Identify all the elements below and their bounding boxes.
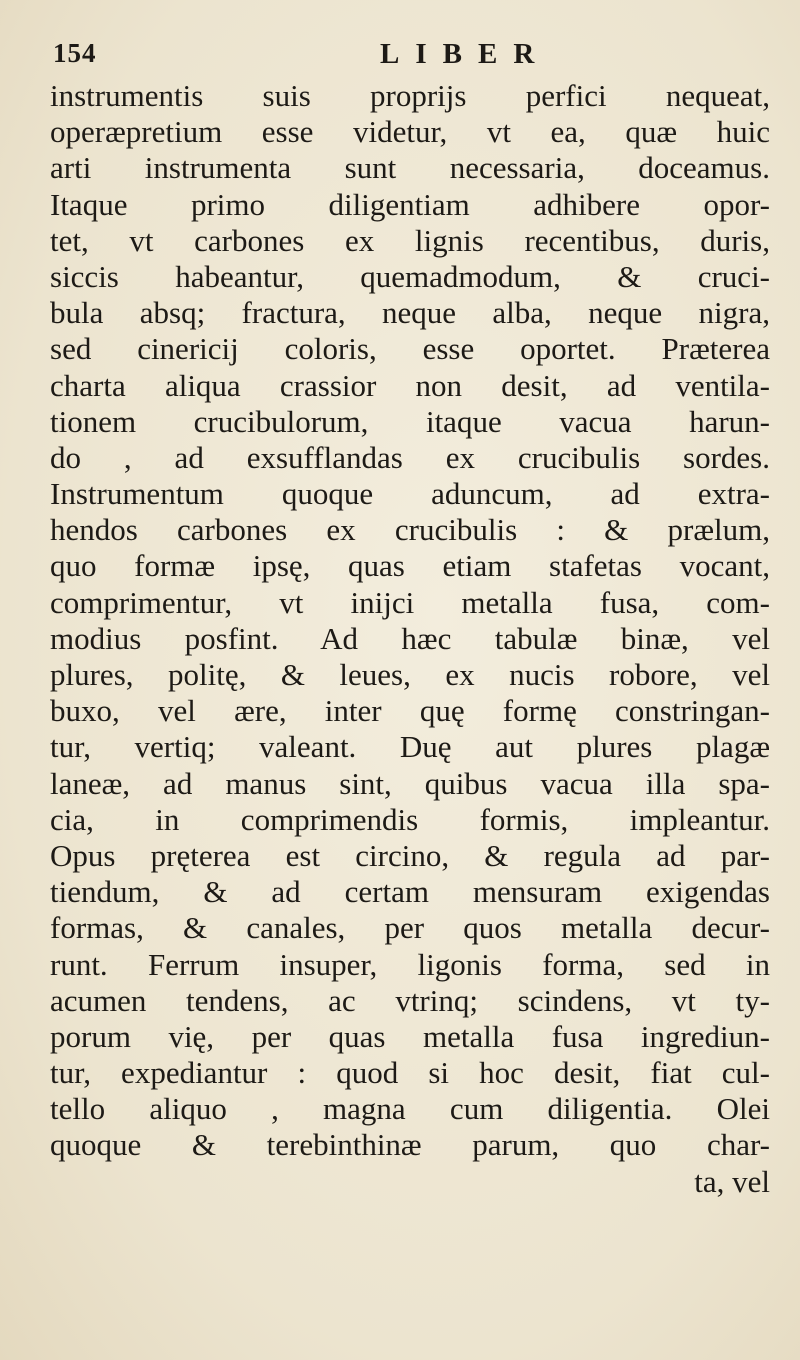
text-line: arti instrumenta sunt necessaria, doceamus. <box>50 150 770 186</box>
text-line: tur, vertiq; valeant. Duę aut plures plagæ <box>50 729 770 765</box>
text-line: acumen tendens, ac vtrinq; scindens, vt ty- <box>50 982 770 1018</box>
text-line: tello aliquo , magna cum diligentia. Olei <box>50 1091 770 1127</box>
text-line: porum vię, per quas metalla fusa ingrediun- <box>50 1018 770 1054</box>
text-line: do , ad exsufflandas ex crucibulis sordes. <box>50 439 770 475</box>
text-line: comprimentur, vt inijci metalla fusa, com- <box>50 584 770 620</box>
text-line: tionem crucibulorum, itaque vacua harun- <box>50 403 770 439</box>
text-line: sed cinericij coloris, esse oportet. Præterea <box>50 331 770 367</box>
text-line: quo formæ ipsę, quas etiam stafetas vocant, <box>50 548 770 584</box>
text-line: bula absq; fractura, neque alba, neque nigra, <box>50 295 770 331</box>
text-line: modius posfint. Ad hæc tabulæ binæ, vel <box>50 620 770 656</box>
page-header <box>0 38 800 78</box>
text-line: hendos carbones ex crucibulis : & prælum, <box>50 512 770 548</box>
text-line: plures, politę, & leues, ex nucis robore, vel <box>50 657 770 692</box>
text-line: operæpretium esse videtur, vt ea, quæ huic <box>50 114 770 150</box>
text-line: runt. Ferrum insuper, ligonis forma, sed in <box>50 946 770 982</box>
text-line: quoque & terebinthinæ parum, quo char- <box>50 1127 770 1163</box>
text-line: Itaque primo diligentiam adhibere opor- <box>50 186 770 222</box>
body-text <box>50 78 770 1200</box>
text-line: tet, vt carbones ex lignis recentibus, duris, <box>50 222 770 258</box>
text-line: instrumentis suis proprijs perfici nequeat, <box>50 78 770 113</box>
text-line: buxo, vel ære, inter quę formę constringan- <box>50 693 770 729</box>
page-number: 154 <box>53 38 97 68</box>
text-line: formas, & canales, per quos metalla decur- <box>50 910 770 946</box>
text-line: Opus pręterea est circino, & regula ad par- <box>50 837 770 873</box>
text-line: laneæ, ad manus sint, quibus vacua illa spa- <box>50 765 770 801</box>
text-line: tur, expediantur : quod si hoc desit, fiat cul- <box>50 1055 770 1091</box>
text-line: charta aliqua crassior non desit, ad ventila- <box>50 367 770 403</box>
text-line: tiendum, & ad certam mensuram exigendas <box>50 874 770 910</box>
text-line: cia, in comprimendis formis, impleantur. <box>50 801 770 837</box>
text-line: siccis habeantur, quemadmodum, & cruci- <box>50 258 770 294</box>
text-line: Instrumentum quoque aduncum, ad extra- <box>50 476 770 512</box>
running-head: LIBER <box>380 38 551 70</box>
catchword: ta, vel <box>694 1163 770 1199</box>
